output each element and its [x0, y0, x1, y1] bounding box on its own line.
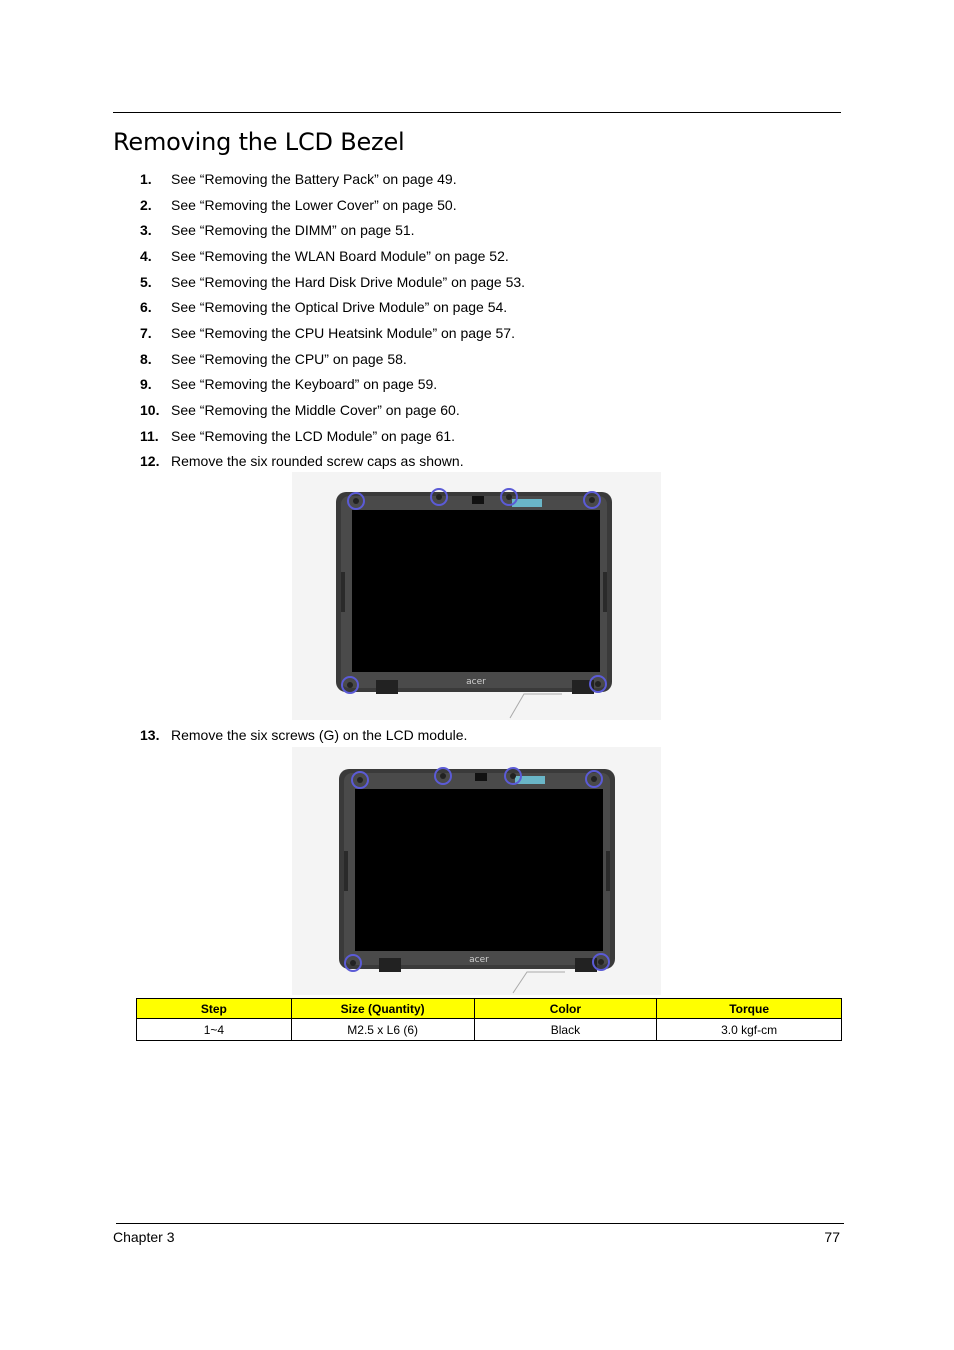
- page-title: Removing the LCD Bezel: [113, 128, 405, 156]
- step-item: 6. See “Removing the Optical Drive Module” on page 54.: [140, 299, 508, 315]
- table-header-cell: Torque: [657, 999, 842, 1019]
- footer-page-number: 77: [824, 1229, 840, 1245]
- table-header-cell: Size (Quantity): [291, 999, 474, 1019]
- table-row: [137, 1019, 842, 1041]
- table-cell: 3.0 kgf-cm: [657, 1019, 842, 1041]
- step-item: 10. See “Removing the Middle Cover” on page 60.: [140, 402, 460, 418]
- footer-chapter: Chapter 3: [113, 1229, 175, 1245]
- step-item: 7. See “Removing the CPU Heatsink Module” on page 57.: [140, 325, 515, 341]
- acer-logo: acer: [466, 677, 486, 687]
- lcd-bezel-screw-caps-image: [292, 472, 661, 720]
- step-item: 3. See “Removing the DIMM” on page 51.: [140, 222, 415, 238]
- table-header-cell: Color: [474, 999, 657, 1019]
- step-item: 13. Remove the six screws (G) on the LCD module.: [140, 727, 468, 743]
- table-header-row: [137, 999, 842, 1019]
- acer-logo: acer: [469, 955, 489, 965]
- step-item: 2. See “Removing the Lower Cover” on page 50.: [140, 197, 457, 213]
- table-cell: M2.5 x L6 (6): [291, 1019, 474, 1041]
- step-item: 11. See “Removing the LCD Module” on page 61.: [140, 428, 456, 444]
- step-item: 1. See “Removing the Battery Pack” on page 49.: [140, 171, 457, 187]
- step-item: 5. See “Removing the Hard Disk Drive Module” on page 53.: [140, 274, 526, 290]
- step-item: 8. See “Removing the CPU” on page 58.: [140, 351, 407, 367]
- step-item: 12. Remove the six rounded screw caps as shown.: [140, 453, 464, 469]
- step-item: 4. See “Removing the WLAN Board Module” on page 52.: [140, 248, 509, 264]
- top-rule: [113, 112, 841, 113]
- table-cell: Black: [474, 1019, 657, 1041]
- bottom-rule: [116, 1223, 844, 1224]
- table-cell: 1~4: [137, 1019, 292, 1041]
- step-item: 9. See “Removing the Keyboard” on page 59.: [140, 376, 438, 392]
- lcd-module-screws-image: [292, 747, 661, 995]
- table-header-cell: Step: [137, 999, 292, 1019]
- screw-spec-table: [136, 998, 842, 1041]
